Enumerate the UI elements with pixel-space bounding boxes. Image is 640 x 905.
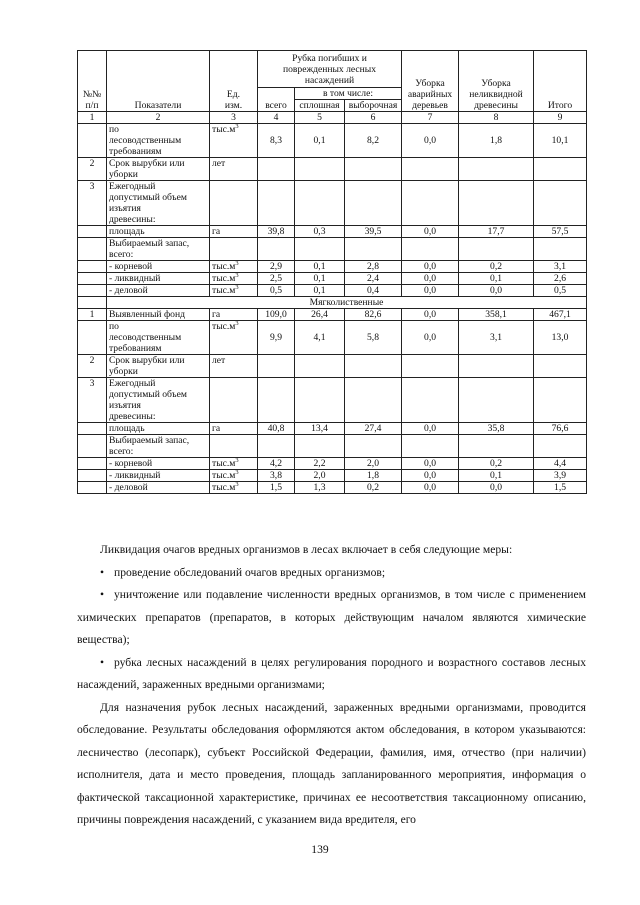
- value-cell: 109,0: [258, 309, 295, 321]
- row-label: - деловой: [107, 482, 210, 494]
- table-row: [78, 435, 587, 458]
- value-cell: [345, 158, 402, 181]
- row-label: площадь: [107, 226, 210, 238]
- value-cell: [295, 158, 345, 181]
- value-cell: 2,6: [534, 273, 587, 285]
- table-row: [78, 158, 587, 181]
- value-cell: [258, 435, 295, 458]
- value-cell: [258, 355, 295, 378]
- value-cell: 13,4: [295, 423, 345, 435]
- value-cell: 358,1: [459, 309, 534, 321]
- value-cell: [345, 238, 402, 261]
- unit-text: тыс.м: [212, 321, 236, 332]
- row-unit: [210, 321, 258, 355]
- value-cell: 0,0: [402, 273, 459, 285]
- unit-text: га: [212, 309, 221, 320]
- row-unit: [210, 285, 258, 297]
- value-cell: 1,8: [459, 124, 534, 158]
- row-label: Ежегодный допустимый объем изъятия древесины:: [107, 181, 210, 226]
- unit-text: тыс.м: [212, 124, 236, 135]
- value-cell: [295, 238, 345, 261]
- row-number: [78, 273, 107, 285]
- column-number: 7: [402, 112, 459, 124]
- value-cell: 2,4: [345, 273, 402, 285]
- value-cell: 0,0: [402, 261, 459, 273]
- table-row: [78, 309, 587, 321]
- unit-text: га: [212, 423, 221, 434]
- unit-superscript: 3: [235, 259, 239, 267]
- table-row: [78, 458, 587, 470]
- row-number: 3: [78, 181, 107, 226]
- value-cell: [402, 435, 459, 458]
- column-numbers-row: [78, 112, 587, 124]
- row-unit: [210, 458, 258, 470]
- value-cell: 0,1: [459, 470, 534, 482]
- unit-text: тыс.м: [212, 261, 236, 272]
- row-label: - корневой: [107, 458, 210, 470]
- row-unit: [210, 124, 258, 158]
- value-cell: [459, 378, 534, 423]
- row-number: [78, 321, 107, 355]
- value-cell: 40,8: [258, 423, 295, 435]
- row-label: Выбираемый запас, всего:: [107, 435, 210, 458]
- header-unit: Ед. изм.: [210, 51, 258, 112]
- intro-paragraph: Ликвидация очагов вредных организмов в лесах включает в себя следующие меры:: [100, 543, 513, 556]
- value-cell: 0,1: [295, 273, 345, 285]
- value-cell: 0,0: [402, 285, 459, 297]
- row-number: [78, 124, 107, 158]
- row-number: [78, 470, 107, 482]
- row-label: Выявленный фонд: [107, 309, 210, 321]
- unit-text: тыс.м: [212, 285, 236, 296]
- bullet-3: • рубка лесных насаждений в целях регулирования породного и возрастного составов лесных насаждений, зараженных вредными организмами;: [77, 652, 586, 697]
- row-number: [78, 261, 107, 273]
- value-cell: 10,1: [534, 124, 587, 158]
- value-cell: 0,0: [402, 226, 459, 238]
- column-number: 2: [107, 112, 210, 124]
- bullet-marker: •: [100, 655, 105, 669]
- value-cell: 0,1: [295, 261, 345, 273]
- value-cell: 0,0: [402, 423, 459, 435]
- value-cell: 39,8: [258, 226, 295, 238]
- table-row: [78, 181, 587, 226]
- value-cell: [345, 355, 402, 378]
- column-number: 9: [534, 112, 587, 124]
- row-label: - деловой: [107, 285, 210, 297]
- header-selective: выборочная: [345, 100, 402, 112]
- table-row: [78, 273, 587, 285]
- value-cell: 4,2: [258, 458, 295, 470]
- value-cell: 0,3: [295, 226, 345, 238]
- value-cell: 2,0: [295, 470, 345, 482]
- value-cell: 0,1: [295, 285, 345, 297]
- row-label: Срок вырубки или уборки: [107, 355, 210, 378]
- table-row: [78, 423, 587, 435]
- value-cell: 3,8: [258, 470, 295, 482]
- section-row: [78, 297, 587, 309]
- value-cell: [295, 181, 345, 226]
- value-cell: 1,5: [534, 482, 587, 494]
- value-cell: 0,2: [345, 482, 402, 494]
- unit-text: тыс.м: [212, 482, 236, 493]
- value-cell: 5,8: [345, 321, 402, 355]
- value-cell: 0,0: [402, 482, 459, 494]
- value-cell: 0,5: [258, 285, 295, 297]
- value-cell: 0,0: [459, 285, 534, 297]
- value-cell: 2,9: [258, 261, 295, 273]
- table-row: [78, 261, 587, 273]
- row-number: [78, 226, 107, 238]
- value-cell: 2,8: [345, 261, 402, 273]
- page-number: 139: [311, 843, 329, 856]
- value-cell: [258, 158, 295, 181]
- row-label: Ежегодный допустимый объем изъятия древесины:: [107, 378, 210, 423]
- row-unit: [210, 261, 258, 273]
- value-cell: [459, 355, 534, 378]
- value-cell: 0,0: [402, 458, 459, 470]
- row-number: [78, 435, 107, 458]
- row-label: - ликвидный: [107, 273, 210, 285]
- value-cell: [258, 238, 295, 261]
- table-row: [78, 482, 587, 494]
- value-cell: [402, 355, 459, 378]
- value-cell: [402, 238, 459, 261]
- bullet-marker: •: [100, 565, 105, 579]
- header-total: всего: [258, 88, 295, 112]
- table-row: [78, 285, 587, 297]
- unit-superscript: 3: [235, 271, 239, 279]
- row-number: [78, 238, 107, 261]
- value-cell: 4,4: [534, 458, 587, 470]
- value-cell: 76,6: [534, 423, 587, 435]
- row-label: - ликвидный: [107, 470, 210, 482]
- row-unit: [210, 226, 258, 238]
- column-number: 4: [258, 112, 295, 124]
- value-cell: 0,1: [295, 124, 345, 158]
- row-unit: [210, 158, 258, 181]
- header-num: №№ п/п: [78, 51, 107, 112]
- unit-text: га: [212, 226, 221, 237]
- row-unit: [210, 378, 258, 423]
- value-cell: [534, 435, 587, 458]
- column-number: 3: [210, 112, 258, 124]
- value-cell: 39,5: [345, 226, 402, 238]
- value-cell: [295, 378, 345, 423]
- unit-superscript: 3: [235, 468, 239, 476]
- value-cell: [534, 238, 587, 261]
- table-row: [78, 238, 587, 261]
- value-cell: [459, 181, 534, 226]
- value-cell: 1,3: [295, 482, 345, 494]
- table-row: [78, 470, 587, 482]
- value-cell: [459, 435, 534, 458]
- body-text: [77, 539, 586, 832]
- unit-superscript: 3: [235, 319, 239, 327]
- value-cell: [402, 378, 459, 423]
- value-cell: [534, 355, 587, 378]
- value-cell: 0,0: [402, 309, 459, 321]
- value-cell: [459, 158, 534, 181]
- row-unit: [210, 181, 258, 226]
- bullet-marker: •: [100, 588, 105, 601]
- value-cell: 0,0: [402, 124, 459, 158]
- row-label: - корневой: [107, 261, 210, 273]
- main-paragraph: Для назначения рубок лесных насаждений, зараженных вредными организмами, проводится обследование. Результаты обследования оформляются актом обследования, в котором указываются: лесничество (лесопарк), субъект Российской Федерации, фамилия, имя, отчество (при наличии) исполнителя, дата и место проведения, площадь запланированного мероприятия, информация о фактической таксационной характеристике, причинах ее несоответствия таксационному описанию, причины повреждения насаждений, с указанием вида вредителя, его: [77, 700, 586, 826]
- value-cell: 82,6: [345, 309, 402, 321]
- value-cell: 27,4: [345, 423, 402, 435]
- value-cell: 0,4: [345, 285, 402, 297]
- row-unit: [210, 355, 258, 378]
- table-row: [78, 124, 587, 158]
- value-cell: [534, 181, 587, 226]
- value-cell: [295, 355, 345, 378]
- value-cell: [402, 181, 459, 226]
- unit-text: тыс.м: [212, 458, 236, 469]
- value-cell: 2,5: [258, 273, 295, 285]
- row-number: 3: [78, 378, 107, 423]
- row-number: 2: [78, 355, 107, 378]
- header-emergency: Уборка аварийных деревьев: [402, 51, 459, 112]
- row-unit: [210, 423, 258, 435]
- value-cell: [534, 158, 587, 181]
- header-itogo: Итого: [534, 51, 587, 112]
- value-cell: 467,1: [534, 309, 587, 321]
- value-cell: 1,8: [345, 470, 402, 482]
- bullet-1: • проведение обследований очагов вредных организмов;: [77, 562, 586, 585]
- table-row: [78, 378, 587, 423]
- row-label: по лесоводственным требованиям: [107, 321, 210, 355]
- value-cell: [258, 181, 295, 226]
- value-cell: 0,0: [459, 482, 534, 494]
- value-cell: 9,9: [258, 321, 295, 355]
- table-row: [78, 321, 587, 355]
- unit-superscript: 3: [235, 456, 239, 464]
- header-clear: сплошная: [295, 100, 345, 112]
- row-unit: [210, 482, 258, 494]
- value-cell: 3,9: [534, 470, 587, 482]
- row-unit: [210, 309, 258, 321]
- row-label: Выбираемый запас, всего:: [107, 238, 210, 261]
- value-cell: [402, 158, 459, 181]
- row-unit: [210, 238, 258, 261]
- value-cell: [295, 435, 345, 458]
- header-illiquid: Уборка неликвидной древесины: [459, 51, 534, 112]
- unit-superscript: 3: [235, 122, 239, 130]
- value-cell: 0,0: [402, 470, 459, 482]
- table-row: [78, 355, 587, 378]
- unit-text: лет: [212, 158, 226, 169]
- row-unit: [210, 435, 258, 458]
- row-number: 2: [78, 158, 107, 181]
- unit-text: тыс.м: [212, 470, 236, 481]
- row-label: Срок вырубки или уборки: [107, 158, 210, 181]
- bullet-2: • уничтожение или подавление численности вредных организмов, в том числе с применением химических препаратов (препаратов, в которых действующим началом являются химические вещества);: [77, 584, 586, 652]
- row-unit: [210, 470, 258, 482]
- row-number: 1: [78, 309, 107, 321]
- row-number: [78, 482, 107, 494]
- row-number: [78, 458, 107, 470]
- table-row: [78, 226, 587, 238]
- value-cell: [345, 435, 402, 458]
- unit-superscript: 3: [235, 283, 239, 291]
- value-cell: 0,2: [459, 458, 534, 470]
- value-cell: 0,0: [402, 321, 459, 355]
- header-felling: Рубка погибших и поврежденных лесных насаждений: [258, 51, 402, 88]
- value-cell: 3,1: [459, 321, 534, 355]
- column-number: 8: [459, 112, 534, 124]
- value-cell: [459, 238, 534, 261]
- value-cell: 0,1: [459, 273, 534, 285]
- value-cell: [258, 378, 295, 423]
- felling-table: [77, 50, 587, 494]
- row-unit: [210, 273, 258, 285]
- value-cell: 17,7: [459, 226, 534, 238]
- column-number: 6: [345, 112, 402, 124]
- section-title: Мягколиственные: [107, 297, 587, 309]
- value-cell: 2,2: [295, 458, 345, 470]
- unit-superscript: 3: [235, 480, 239, 488]
- value-cell: [534, 378, 587, 423]
- unit-text: лет: [212, 355, 226, 366]
- row-label: по лесоводственным требованиям: [107, 124, 210, 158]
- column-number: 1: [78, 112, 107, 124]
- column-number: 5: [295, 112, 345, 124]
- header-including: в том числе:: [295, 88, 402, 100]
- value-cell: [345, 378, 402, 423]
- row-label: площадь: [107, 423, 210, 435]
- value-cell: 0,2: [459, 261, 534, 273]
- section-empty: [78, 297, 107, 309]
- value-cell: [345, 181, 402, 226]
- value-cell: 13,0: [534, 321, 587, 355]
- value-cell: 57,5: [534, 226, 587, 238]
- value-cell: 1,5: [258, 482, 295, 494]
- row-number: [78, 423, 107, 435]
- value-cell: 4,1: [295, 321, 345, 355]
- value-cell: 26,4: [295, 309, 345, 321]
- value-cell: 8,3: [258, 124, 295, 158]
- value-cell: 35,8: [459, 423, 534, 435]
- row-number: [78, 285, 107, 297]
- value-cell: 0,5: [534, 285, 587, 297]
- value-cell: 2,0: [345, 458, 402, 470]
- unit-text: тыс.м: [212, 273, 236, 284]
- value-cell: 3,1: [534, 261, 587, 273]
- value-cell: 8,2: [345, 124, 402, 158]
- header-indicator: Показатели: [107, 51, 210, 112]
